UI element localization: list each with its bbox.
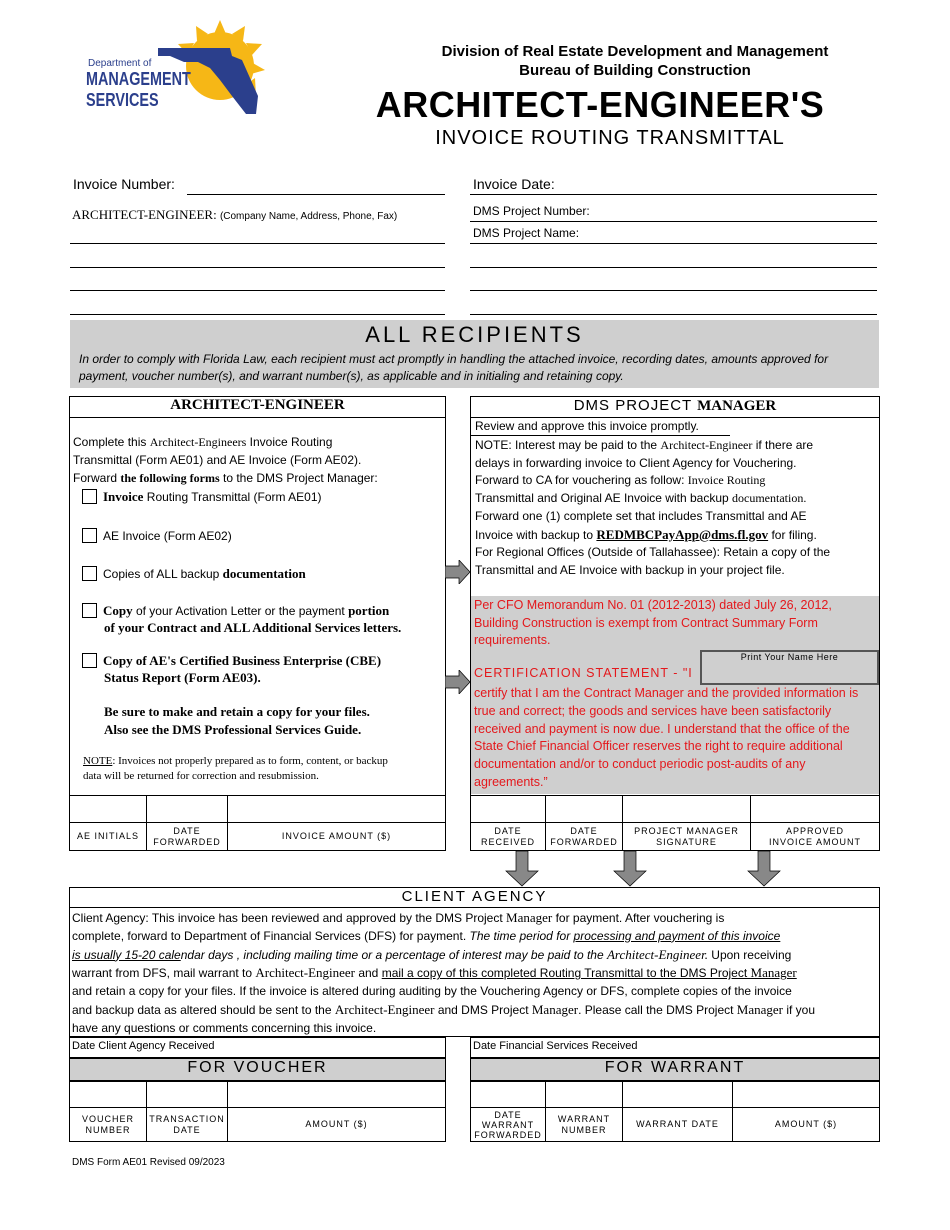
v-col1b: NUMBER [85,1124,131,1135]
cfo-line1: Per CFO Memorandum No. 01 (2012-2013) dated July 26, 2012, [474,598,832,612]
pm-line7c: for filing. [768,527,817,542]
ae-item-activation [82,603,442,636]
date-fs-received-label: Date Financial Services Received [473,1040,638,1052]
ae-item-cbe [82,653,442,686]
pm-col1b: RECEIVED [480,836,535,847]
transaction-date-header [147,1108,228,1142]
ae-reminder1: Be sure to make and retain a copy for your files. [104,704,370,719]
ae-item5a: Copy of AE's Certified Business Enterprise (CBE) [103,653,382,668]
ae-col2b: FORWARDED [153,836,221,847]
ae-intro-3a: Forward [73,471,121,485]
cert-line6: agreements.” [474,774,548,789]
client-agency-text [72,909,880,1038]
ae-intro-1c: Invoice Routing [246,435,333,449]
dms-logo [80,18,265,118]
ca-p1b: Manager [506,910,553,925]
arrow-right-icon [445,670,471,694]
pm-col1a: DATE [494,825,522,836]
architect-engineer-text: ARCHITECT-ENGINEER: [72,207,217,222]
pm-date-forwarded-cell[interactable] [546,796,623,823]
ae-item4d: of your Contract and ALL Additional Services letters. [104,620,402,635]
ca-p3a: is usually 15-20 cale [72,947,181,962]
form-revision: DMS Form AE01 Revised 09/2023 [72,1157,225,1168]
w-col1a: DATE [494,1109,522,1120]
v-col1a: VOUCHER [81,1113,134,1124]
client-agency-title: CLIENT AGENCY [401,888,548,905]
ae-item2: AE Invoice (Form AE02) [103,529,232,543]
ca-p3d: Upon receiving [707,947,792,962]
ae-item5b: Status Report (Form AE03). [104,670,261,685]
pm-col2b: FORWARDED [550,836,618,847]
cfo-line3: requirements. [474,633,551,647]
ca-p4a: warrant from DFS, mail warrant to [72,966,256,981]
ae-col1: AE INITIALS [76,831,140,841]
w-col1b: WARRANT [481,1119,535,1130]
pm-line6: Forward one (1) complete set that includes Transmittal and AE [475,508,807,523]
w-col4: AMOUNT ($) [774,1119,838,1129]
ae-item-ae-invoice [82,528,232,543]
dms-project-name-field[interactable] [470,243,877,244]
bureau-name: Bureau of Building Construction [519,62,751,79]
ca-p2a: complete, forward to Department of Financial Services (DFS) for payment. [72,928,470,943]
checkbox-activation[interactable] [82,603,97,618]
ae-intro-1a: Complete this [73,435,150,449]
ca-p3c: Architect-Engineer. [606,946,708,962]
ae-address-line[interactable] [70,314,445,315]
ca-p6b: Architect-Engineer [334,1001,435,1017]
pm-col3b: SIGNATURE [656,836,717,847]
pm-approved-amount-cell[interactable] [751,796,880,823]
warrant-title: FOR WARRANT [604,1059,746,1076]
dms-project-name-label: DMS Project Name: [473,226,580,240]
ca-p4b: Architect-Engineer [255,965,355,981]
w-col2b: NUMBER [561,1124,607,1135]
checkbox-cbe[interactable] [82,653,97,668]
pm-col4a: APPROVED [785,825,844,836]
checkbox-ae-invoice[interactable] [82,528,97,543]
pm-signature-cell[interactable] [623,796,751,823]
ca-p1c: for payment. After vouchering is [552,911,725,925]
ca-line6 [72,1001,880,1020]
cert-line3: received and payment is now due. I understand that the office of the [474,721,850,736]
pm-line2b: Architect-Engineer [660,438,753,452]
all-recipients-text: In order to comply with Florida Law, each recipient must act promptly in handling the attached invoice, recording dates, amounts approved for payment, voucher number(s), and warrant number(s), as applicable and in initialing and retaining copy. [79,352,829,383]
ae-address-line[interactable] [70,267,445,268]
w-col1c: FORWARDED [474,1129,542,1140]
print-name-label: Print Your Name Here [740,652,839,662]
ae-item1a: Invoice [103,489,144,504]
pm-line1: Review and approve this invoice promptly. [475,419,699,433]
all-recipients-title: ALL RECIPIENTS [365,322,584,347]
project-name-line[interactable] [470,290,877,291]
pm-col4b: INVOICE AMOUNT [768,836,861,847]
ae-item-backup [82,566,306,582]
v-col2a: TRANSACTION [149,1113,225,1124]
ca-p6d: Manager [531,1001,579,1017]
dms-project-number-label: DMS Project Number: [473,204,590,218]
ae-note-text: : Invoices not properly prepared as to form, content, or backup [112,755,388,767]
architect-engineer-note: (Company Name, Address, Phone, Fax) [219,211,398,222]
page-subtitle: INVOICE ROUTING TRANSMITTAL [435,127,785,149]
logo-line3: SERVICES [86,90,159,110]
pm-line8: For Regional Offices (Outside of Tallahassee): Retain a copy of the [475,545,831,560]
project-name-line[interactable] [470,267,877,268]
cert-line5: documentation and/or to conduct periodic post-audits of any [474,757,806,772]
ae-invoice-amount-cell[interactable] [228,796,446,823]
ae-initials-header [70,823,147,851]
ae-address-line[interactable] [70,243,445,244]
ae-col3: INVOICE AMOUNT ($) [281,831,392,841]
ae-item1b: Routing Transmittal (Form AE01) [143,490,322,504]
pm-line5a: Transmittal and Original AE Invoice with backup [475,491,733,506]
w-col2a: WARRANT [557,1113,611,1124]
arrow-down-icon [747,851,781,887]
pm-line1-underline [470,435,730,436]
ae-title-divider [69,417,446,418]
ae-reminder2: Also see the DMS Professional Services Guide. [104,722,362,737]
ca-p4d: mail a copy of this completed Routing Transmittal to the DMS Project [381,966,751,981]
cfo-text [474,597,832,650]
date-warrant-forwarded-cell[interactable] [471,1082,546,1108]
cert-line4: State Chief Financial Officer reserves the right to require additional [474,739,843,754]
ca-p6g: if you [783,1002,816,1017]
ae-note [83,754,443,784]
pm-line5b: documentation. [732,491,807,506]
checkbox-invoice[interactable] [82,489,97,504]
ae-note-line2: data will be returned for correction and resubmission. [83,770,319,782]
pm-col3a: PROJECT MANAGER [634,825,739,836]
pm-date-forwarded-header [546,823,623,851]
checkbox-backup[interactable] [82,566,97,581]
ae-item4c: portion [348,603,390,618]
date-warrant-forwarded-header [471,1108,546,1142]
ca-p4c: and [355,966,382,981]
voucher-amount-header [228,1108,446,1142]
pm-line2 [475,437,877,455]
pm-title-divider [470,417,880,418]
voucher-title: FOR VOUCHER [187,1059,328,1076]
cert-text [474,685,858,792]
ae-item3b: documentation [222,566,306,581]
ae-note-line1 [83,754,443,769]
pm-line7 [475,526,877,545]
v-col3: AMOUNT ($) [305,1119,368,1129]
project-name-line[interactable] [470,314,877,315]
invoice-date-field[interactable] [470,194,877,195]
pm-title-b: MANAGER [697,398,777,414]
ca-p1: Client Agency: This invoice has been reviewed and approved by the DMS Project [72,911,507,925]
arrow-right-icon [445,560,471,584]
ae-item3a: Copies of ALL backup [103,567,223,581]
warrant-table [470,1081,880,1142]
logo-line1: Department of [88,58,152,69]
pm-col2a: DATE [570,825,598,836]
ae-item4a: Copy [103,603,133,618]
cert-line2: true and correct; the goods and services have been satisfactorily [474,703,832,718]
ae-intro-line2: Transmittal (Form AE01) and AE Invoice (Form AE02). [73,453,362,467]
ca-p6f: Manager [736,1001,783,1017]
client-agency-divider [69,907,880,908]
ae-table [69,795,446,851]
ca-p2c: processing and payment of this invoice [573,928,781,943]
ca-line7: have any questions or comments concerning this invoice. [72,1020,377,1035]
ae-col2a: DATE [173,825,201,836]
pm-line4 [475,472,877,490]
pm-line5 [475,490,877,508]
voucher-number-header [70,1108,147,1142]
voucher-number-cell[interactable] [70,1082,147,1108]
ae-initials-cell[interactable] [70,796,147,823]
date-ca-received-label: Date Client Agency Received [72,1040,215,1052]
ae-item4b: of your Activation Letter or the payment [132,604,349,618]
pm-date-received-header [471,823,546,851]
cert-label: CERTIFICATION STATEMENT - "I [474,666,693,680]
ca-p4e: Manager [750,965,797,981]
invoice-date-label: Invoice Date: [473,176,555,192]
arrow-down-icon [505,851,539,887]
pm-section-title [471,397,879,415]
invoice-number-field[interactable] [187,194,445,195]
warrant-date-cell[interactable] [623,1082,733,1108]
ca-line5: and retain a copy for your files. If the invoice is altered during auditing by the Vouchering Agency or DFS, complete copies of the invoice [72,984,792,999]
ca-p6c: and DMS Project [434,1002,532,1017]
ca-p6a: and backup data as altered should be sent to the [72,1002,335,1017]
page-title: ARCHITECT-ENGINEER'S [375,84,825,125]
pm-title-a: DMS PROJECT [573,397,698,414]
ca-line2 [72,928,880,946]
ae-intro [73,433,443,487]
voucher-table [69,1081,446,1142]
pm-email-link[interactable]: REDMBCPayApp@dms.fl.gov [596,526,769,542]
ae-intro-1b: Architect-Engineers [149,435,247,449]
ae-amount-header [228,823,446,851]
logo-line2: MANAGEMENT [86,69,191,89]
pm-line2a: NOTE: Interest may be paid to the [475,438,661,452]
w-col3: WARRANT DATE [636,1119,719,1129]
ae-intro-line1 [73,433,443,451]
pm-line3: delays in forwarding invoice to Client Agency for Vouchering. [475,455,797,470]
voucher-amount-cell[interactable] [228,1082,446,1108]
ca-line4 [72,964,880,983]
transaction-date-cell[interactable] [147,1082,228,1108]
ae-section-title: ARCHITECT-ENGINEER [170,397,345,413]
v-col2b: DATE [173,1124,201,1135]
ae-reminder [104,703,370,739]
ae-intro-line3 [73,469,443,487]
warrant-amount-cell[interactable] [733,1082,880,1108]
pm-text [475,437,877,580]
pm-date-received-cell[interactable] [471,796,546,823]
ae-intro-3c: to the DMS Project Manager: [219,471,378,485]
warrant-number-cell[interactable] [546,1082,623,1108]
ca-line1 [72,909,880,928]
warrant-amount-header [733,1108,880,1142]
pm-signature-header [623,823,751,851]
ae-date-header [147,823,228,851]
invoice-number-label: Invoice Number: [73,176,175,192]
pm-line9: Transmittal and AE Invoice with backup in your project file. [475,562,785,577]
architect-engineer-label [72,207,397,223]
ca-p3b: ndar days , including mailing time or a percentage of interest may be paid to the [180,947,607,962]
ca-p2b: The time period for [469,928,574,943]
cert-line1: certify that I am the Contract Manager and the provided information is [474,686,859,700]
pm-line4b: Invoice Routing [687,473,766,488]
arrow-down-icon [613,851,647,887]
pm-line4a: Forward to CA for vouchering as follow: [475,473,688,488]
ca-line3 [72,946,880,965]
ca-p6e: . Please call the DMS Project [578,1002,737,1017]
ae-item-invoice [82,489,322,505]
cfo-line2: Building Construction is exempt from Contract Summary Form [474,615,818,630]
pm-table [470,795,880,851]
ae-intro-3b: the following forms [120,471,220,485]
warrant-number-header [546,1108,623,1142]
warrant-date-header [623,1108,733,1142]
all-recipients-banner [70,320,879,388]
ae-note-label: NOTE [83,755,113,767]
pm-line2c: if there are [752,438,814,452]
dms-project-number-field[interactable] [470,221,877,222]
pm-line7a: Invoice with backup to [475,527,597,542]
pm-amount-header [751,823,880,851]
ae-date-forwarded-cell[interactable] [147,796,228,823]
division-name: Division of Real Estate Development and Management [441,43,829,60]
ae-address-line[interactable] [70,290,445,291]
